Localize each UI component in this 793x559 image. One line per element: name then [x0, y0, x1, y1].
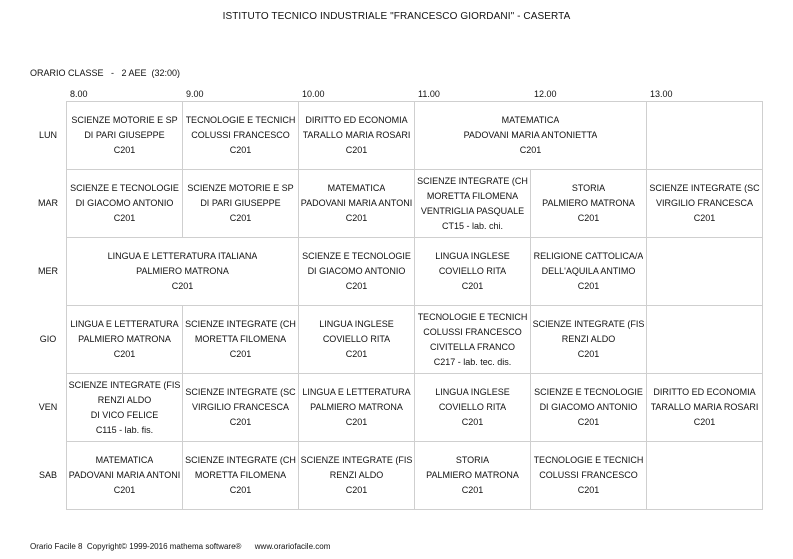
teacher-text: DI VICO FELICE: [90, 409, 159, 420]
teacher-text: MORETTA FILOMENA: [194, 470, 287, 480]
subject-text: SCIENZE INTEGRATE (SC: [649, 183, 760, 193]
teacher-text: CIVITELLA FRANCO: [429, 341, 516, 352]
room-text: C201: [345, 213, 368, 223]
subject-text: MATEMATICA: [95, 455, 154, 465]
teacher-text: COLUSSI FRANCESCO: [539, 470, 638, 480]
lesson-cell: [183, 374, 299, 442]
teacher-text: DELL'AQUILA ANTIMO: [541, 266, 636, 276]
day-row: [67, 306, 763, 374]
room-text: C201: [461, 485, 484, 495]
lesson-cell: [415, 102, 647, 170]
lesson-cell: [299, 102, 415, 170]
room-text: C201: [519, 145, 542, 155]
teacher-text: TARALLO MARIA ROSARI: [650, 402, 759, 412]
subject-text: MATEMATICA: [327, 183, 386, 193]
teacher-text: MORETTA FILOMENA: [194, 334, 287, 344]
teacher-text: DI GIACOMO ANTONIO: [307, 266, 406, 276]
room-text: C201: [461, 281, 484, 291]
teacher-text: PADOVANI MARIA ANTONIETTA: [463, 130, 598, 140]
subject-text: STORIA: [571, 183, 606, 193]
teacher-text: PALMIERO MATRONA: [426, 470, 519, 480]
day-row: [67, 374, 763, 442]
subject-text: SCIENZE INTEGRATE (FIS: [532, 319, 645, 329]
teacher-text: RENZI ALDO: [97, 394, 152, 405]
day-row: [67, 238, 763, 306]
subject-text: TECNOLOGIE E TECNICH: [417, 311, 528, 322]
day-label-gio: GIO: [39, 334, 57, 344]
day-row: [67, 442, 763, 510]
lesson-cell: [67, 170, 183, 238]
room-text: C201: [113, 485, 136, 495]
room-text: C201: [229, 485, 252, 495]
teacher-text: PALMIERO MATRONA: [136, 266, 229, 276]
subject-text: SCIENZE INTEGRATE (FIS: [300, 455, 413, 465]
room-text: C201: [113, 145, 136, 155]
day-row: [67, 170, 763, 238]
empty-cell: [647, 442, 763, 510]
room-text: C201: [345, 417, 368, 427]
teacher-text: PADOVANI MARIA ANTONI: [68, 470, 181, 480]
lesson-cell: [531, 442, 647, 510]
subject-text: TECNOLOGIE E TECNICH: [533, 455, 644, 465]
time-label: 9.00: [186, 89, 204, 99]
teacher-text: RENZI ALDO: [329, 470, 384, 480]
lesson-cell: [299, 306, 415, 374]
day-row: [67, 102, 763, 170]
teacher-text: PALMIERO MATRONA: [542, 198, 635, 208]
teacher-text: COVIELLO RITA: [438, 402, 507, 412]
day-label-mar: MAR: [38, 198, 58, 208]
room-text: C201: [229, 213, 252, 223]
lesson-cell: [415, 170, 531, 238]
subject-text: LINGUA E LETTERATURA ITALIANA: [107, 251, 258, 261]
subject-text: DIRITTO ED ECONOMIA: [305, 115, 408, 125]
teacher-text: MORETTA FILOMENA: [426, 190, 519, 201]
lesson-cell: [531, 374, 647, 442]
subject-text: MATEMATICA: [501, 115, 560, 125]
time-label: 10.00: [302, 89, 325, 99]
class-label: ORARIO CLASSE - 2 AEE (32:00): [30, 68, 181, 78]
lesson-cell: [183, 170, 299, 238]
lesson-cell: [183, 102, 299, 170]
room-text: C201: [577, 281, 600, 291]
room-text: C201: [229, 145, 252, 155]
room-text: C201: [229, 349, 252, 359]
room-text: C201: [577, 485, 600, 495]
room-text: CT15 - lab. chi.: [441, 220, 504, 231]
teacher-text: DI GIACOMO ANTONIO: [539, 402, 638, 412]
subject-text: LINGUA INGLESE: [319, 319, 394, 329]
lesson-cell: [67, 238, 299, 306]
lesson-cell: [67, 102, 183, 170]
room-text: C201: [113, 349, 136, 359]
lesson-cell: [299, 170, 415, 238]
room-text: C201: [693, 213, 716, 223]
subject-text: STORIA: [455, 455, 490, 465]
teacher-text: VIRGILIO FRANCESCA: [191, 402, 290, 412]
room-text: C201: [113, 213, 136, 223]
subject-text: LINGUA INGLESE: [435, 387, 510, 397]
empty-cell: [647, 306, 763, 374]
subject-text: SCIENZE INTEGRATE (CH: [185, 319, 296, 329]
subject-text: SCIENZE INTEGRATE (CH: [185, 455, 296, 465]
day-label-mer: MER: [38, 266, 58, 276]
lesson-cell: [67, 306, 183, 374]
room-text: C201: [345, 485, 368, 495]
subject-text: SCIENZE MOTORIE E SP: [187, 183, 294, 193]
teacher-text: PALMIERO MATRONA: [78, 334, 171, 344]
teacher-text: TARALLO MARIA ROSARI: [302, 130, 411, 140]
room-text: C201: [229, 417, 252, 427]
day-label-sab: SAB: [38, 470, 57, 480]
teacher-text: PADOVANI MARIA ANTONI: [300, 198, 413, 208]
lesson-cell: [299, 238, 415, 306]
lesson-cell: [647, 374, 763, 442]
lesson-cell: [415, 238, 531, 306]
subject-text: LINGUA E LETTERATURA: [302, 387, 411, 397]
lesson-cell: [415, 442, 531, 510]
lesson-cell: [531, 306, 647, 374]
subject-text: SCIENZE E TECNOLOGIE: [534, 387, 643, 397]
time-label: 11.00: [418, 89, 440, 99]
lesson-cell: [183, 306, 299, 374]
teacher-text: DI PARI GIUSEPPE: [200, 198, 281, 208]
subject-text: RELIGIONE CATTOLICA/A: [533, 251, 644, 261]
empty-cell: [647, 102, 763, 170]
room-text: C115 - lab. fis.: [95, 424, 154, 435]
lesson-cell: [647, 170, 763, 238]
time-label: 8.00: [70, 89, 88, 99]
teacher-text: COVIELLO RITA: [438, 266, 507, 276]
room-text: C201: [577, 213, 600, 223]
lesson-cell: [415, 306, 531, 374]
teacher-text: DI GIACOMO ANTONIO: [75, 198, 174, 208]
teacher-text: RENZI ALDO: [561, 334, 616, 344]
room-text: C201: [345, 281, 368, 291]
time-label: 13.00: [650, 89, 673, 99]
lesson-cell: [531, 238, 647, 306]
teacher-text: COLUSSI FRANCESCO: [191, 130, 290, 140]
lesson-cell: [67, 442, 183, 510]
room-text: C201: [171, 281, 194, 291]
subject-text: SCIENZE E TECNOLOGIE: [70, 183, 179, 193]
day-label-lun: LUN: [38, 130, 57, 140]
teacher-text: VIRGILIO FRANCESCA: [655, 198, 754, 208]
lesson-cell: [531, 170, 647, 238]
empty-cell: [647, 238, 763, 306]
subject-text: LINGUA INGLESE: [435, 251, 510, 261]
room-text: C201: [577, 349, 600, 359]
lesson-cell: [299, 442, 415, 510]
teacher-text: PALMIERO MATRONA: [310, 402, 403, 412]
lesson-cell: [67, 374, 183, 442]
timetable-grid: [66, 101, 763, 510]
subject-text: SCIENZE MOTORIE E SP: [71, 115, 178, 125]
room-text: C201: [693, 417, 716, 427]
lesson-cell: [299, 374, 415, 442]
subject-text: SCIENZE INTEGRATE (SC: [185, 387, 296, 397]
subject-text: TECNOLOGIE E TECNICH: [185, 115, 296, 125]
teacher-text: DI PARI GIUSEPPE: [84, 130, 165, 140]
day-label-ven: VEN: [38, 402, 58, 412]
lesson-cell: [183, 442, 299, 510]
room-text: C217 - lab. tec. dis.: [433, 356, 512, 367]
room-text: C201: [345, 145, 368, 155]
teacher-text: VENTRIGLIA PASQUALE: [420, 205, 525, 216]
lesson-cell: [415, 374, 531, 442]
room-text: C201: [577, 417, 600, 427]
footer-copyright: Orario Facile 8 Copyright© 1999-2016 mathema software® www.orariofacile.com: [30, 542, 331, 551]
subject-text: SCIENZE E TECNOLOGIE: [302, 251, 411, 261]
school-title: ISTITUTO TECNICO INDUSTRIALE "FRANCESCO GIORDANI" - CASERTA: [222, 11, 571, 22]
time-label: 12.00: [534, 89, 557, 99]
teacher-text: COVIELLO RITA: [322, 334, 391, 344]
room-text: C201: [461, 417, 484, 427]
subject-text: SCIENZE INTEGRATE (FIS: [68, 379, 181, 390]
subject-text: SCIENZE INTEGRATE (CH: [417, 175, 528, 186]
teacher-text: COLUSSI FRANCESCO: [423, 326, 522, 337]
room-text: C201: [345, 349, 368, 359]
subject-text: LINGUA E LETTERATURA: [70, 319, 179, 329]
subject-text: DIRITTO ED ECONOMIA: [653, 387, 756, 397]
